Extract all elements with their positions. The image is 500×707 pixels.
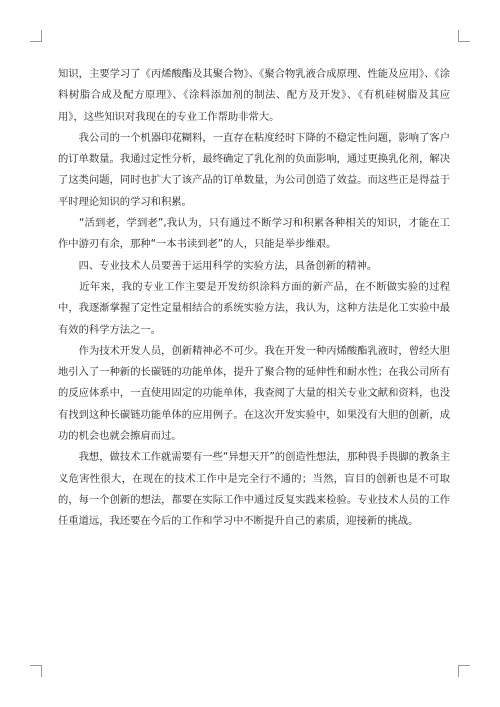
bottom-left-crop-mark: [30, 665, 42, 677]
section-heading-four: 四、专业技术人员要善于运用科学的实验方法，具备创新的精神。: [58, 259, 378, 272]
top-left-crop-mark: [30, 30, 42, 42]
top-right-crop-mark: [458, 30, 470, 42]
paragraph-experiment-method: 近年来，我的专业工作主要是开发纺织涂料方面的新产品，在不断做实验的过程中，我逐渐掌握了定性定量相结合的系统实验方法，我认为，这种方法是化工实验中最有效的科学方法之一。: [58, 280, 450, 336]
paragraph-lifelong-learning: “活到老，学到老”,我认为，只有通过不断学习和积累各种相关的知识，才能在工作中游刃有余，那种“一本书读到老”的人，只能是举步维艰。: [58, 217, 450, 251]
paragraph-conclusion: 我想，做技术工作就需要有一些“异想天开”的创造性想法，那种畏手畏脚的教条主义危害性很大，在现在的技术工作中是完全行不通的；当然，盲目的创新也是不可取的，每一个创新的想法，都要在实际工作中通过反复实践来检验。专业技术人员的工作任重道远，我还要在今后的工作和学习中不断提升自己的素质，迎接新的挑战。: [58, 451, 450, 528]
bottom-right-crop-mark: [458, 665, 470, 677]
paragraph-printing-paste-case: 我公司的一个机器印花糊料，一直存在粘度经时下降的不稳定性问题，影响了客户的订单数量。我通过定性分析，最终确定了乳化剂的负面影响，通过更换乳化剂，解决了这类问题，同时也扩大了该产品的订单数量，为公司创造了效益。而这些正是得益于平时理论知识的学习和积累。: [58, 131, 450, 208]
paragraph-innovation: 作为技术开发人员，创新精神必不可少。我在开发一种丙烯酸酯乳液时，曾经大胆地引入了一种新的长碳链的功能单体，提升了聚合物的延伸性和耐水性；在我公司所有的反应体系中，一直使用固定的功能单体，我查阅了大量的相关专业文献和资料，也没有找到这种长碳链功能单体的应用例子。在这次开发实验中，如果没有大胆的创新，成功的机会也就会擦肩而过。: [58, 344, 450, 443]
paragraph-continued-knowledge: 知识，主要学习了《丙烯酸酯及其聚合物》、《聚合物乳液合成原理、性能及应用》、《涂料树脂合成及配方原理》、《涂料添加剂的制法、配方及开发》、《有机硅树脂及其应用》，这些知识对我现在的专业工作帮助非常大。: [58, 68, 450, 123]
document-body: [58, 64, 450, 533]
